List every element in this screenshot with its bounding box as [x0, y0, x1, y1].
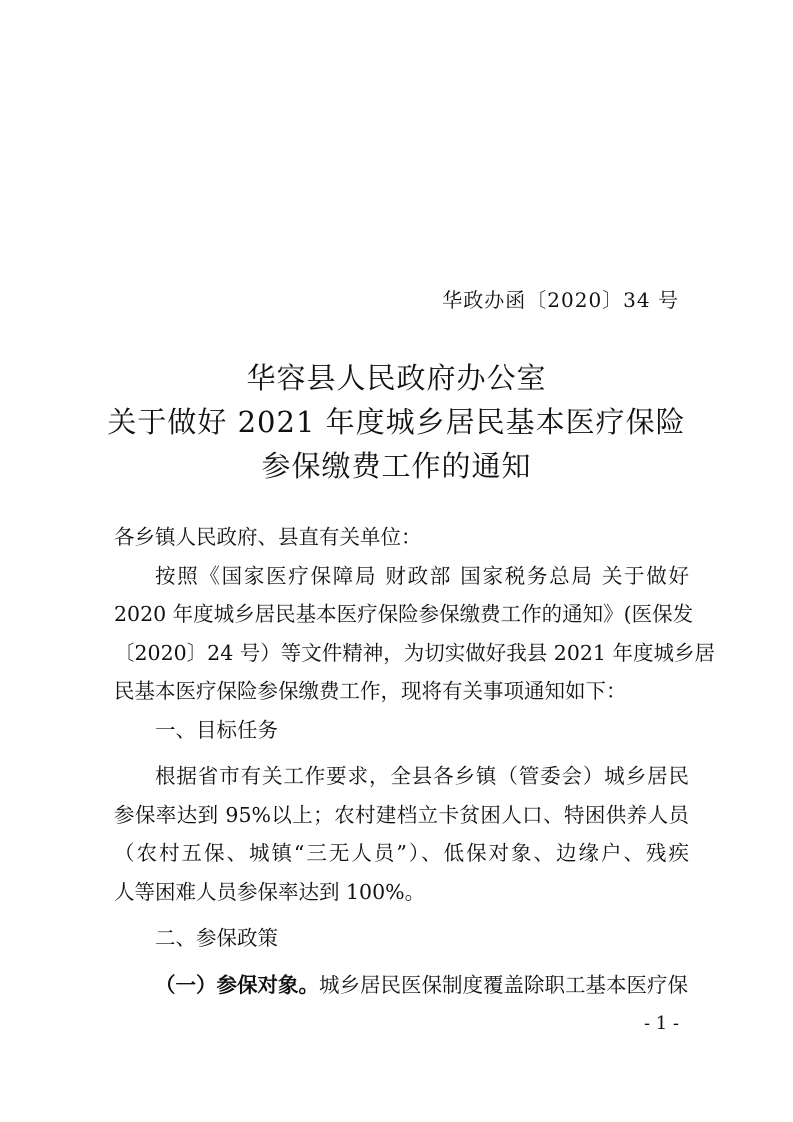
- document-title: [0, 356, 793, 488]
- page-number: - 1 -: [643, 1013, 679, 1034]
- title-line-2: 关于做好 2021 年度城乡居民基本医疗保险: [107, 405, 686, 439]
- section-2-item-1-text: 城乡居民医保制度覆盖除职工基本医疗保: [319, 972, 688, 997]
- intro-line-2: 2020 年度城乡居民基本医疗保险参保缴费工作的通知》(医保发: [114, 602, 694, 626]
- document-body: [114, 518, 715, 1004]
- intro-line-1: 按照《国家医疗保障局 财政部 国家税务总局 关于做好: [155, 563, 689, 588]
- intro-line-3: 〔2020〕24 号）等文件精神，为切实做好我县 2021 年度城乡居: [114, 640, 715, 665]
- title-line-3: 参保缴费工作的通知: [261, 449, 532, 483]
- section-1-heading: 一、目标任务: [155, 717, 278, 742]
- section-1-line-3: （农村五保、城镇“三无人员”）、低保对象、边缘户、残疾: [114, 841, 689, 865]
- document-number: 华政办函〔2020〕34 号: [442, 288, 679, 312]
- title-line-1: 华容县人民政府办公室: [246, 361, 547, 395]
- intro-line-4: 民基本医疗保险参保缴费工作，现将有关事项通知如下：: [114, 679, 627, 703]
- salutation: 各乡镇人民政府、县直有关单位：: [114, 525, 422, 549]
- section-1-line-4: 人等困难人员参保率达到 100%。: [114, 879, 426, 904]
- section-2-item-1-label: （一）参保对象。: [155, 972, 319, 997]
- section-1-line-2: 参保率达到 95%以上；农村建档立卡贫困人口、特困供养人员: [114, 802, 689, 827]
- section-2-item-1: [114, 966, 689, 1005]
- section-2-heading: 二、参保政策: [155, 926, 278, 950]
- section-1-line-1: 根据省市有关工作要求，全县各乡镇（管委会）城乡居民: [155, 764, 689, 788]
